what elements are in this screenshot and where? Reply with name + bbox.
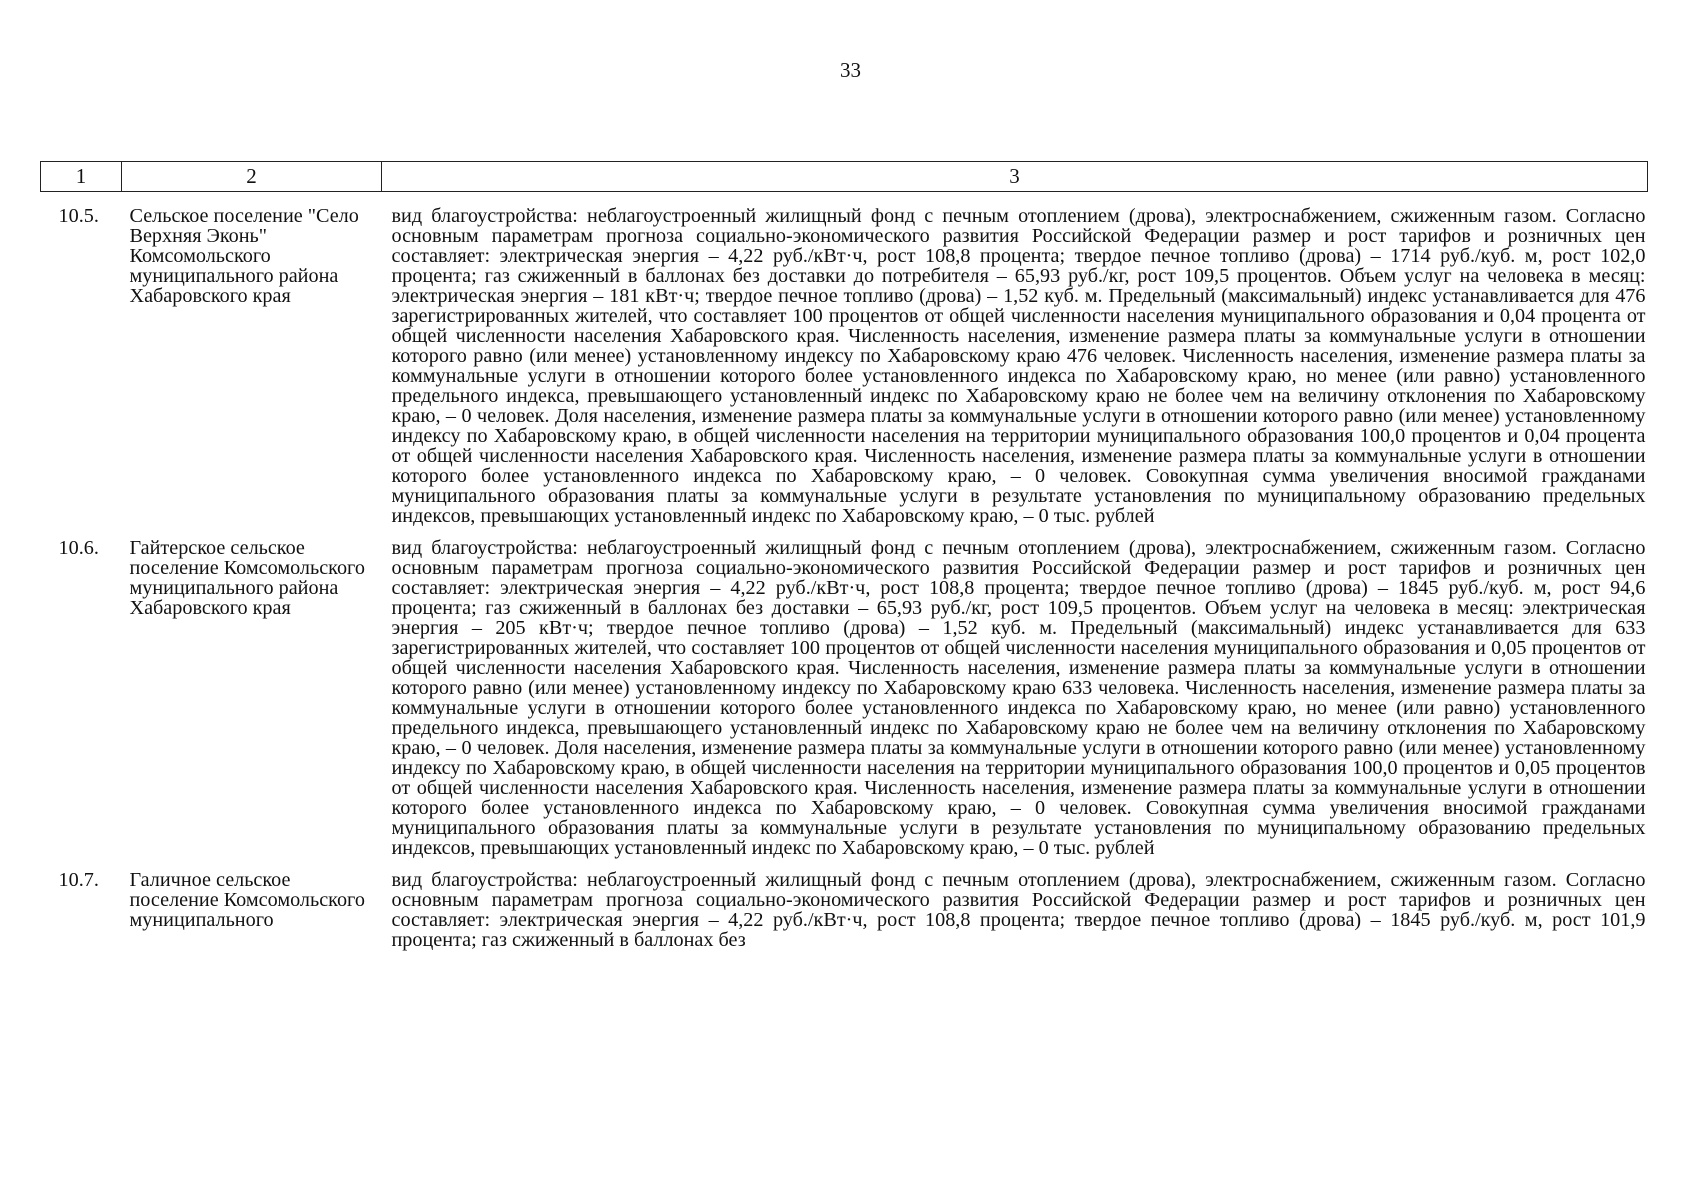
table-row xyxy=(41,858,1648,950)
page-number: 33 xyxy=(840,58,861,82)
settlement-description: вид благоустройства: неблагоустроенный жилищный фонд с печным отоплением (дрова), электроснабжением, сжиженным газом. Согласно основным параметрам прогноза социально-экономического развития Российской Федерации размер и рост тарифов и розничных цен составляет: электрическая энергия – 4,22 руб./кВт·ч, рост 108,8 процента; твердое печное топливо (дрова) – 1845 руб./куб. м, рост 94,6 процента; газ сжиженный в баллонах без доставки – 65,93 руб./кг, рост 109,5 процентов. Объем услуг на человека в месяц: электрическая энергия – 205 кВт·ч; твердое печное топливо (дрова) – 1,52 куб. м. Предельный (максимальный) индекс устанавливается для 633 зарегистрированных жителей, что составляет 100 процентов от общей численности населения муниципального образования и 0,05 процентов от общей численности населения Хабаровского края. Численность населения, изменение размера платы за коммунальные услуги в отношении которого равно (или менее) установленному индексу по Хабаровскому краю 633 человека. Численность населения, изменение размера платы за коммунальные услуги в отношении которого более установленного индекса по Хабаровскому краю, но менее (или равно) установленного предельного индекса, превышающего установленный индекс по Хабаровскому краю не более чем на величину отклонения по Хабаровскому краю, – 0 человек. Доля населения, изменение размера платы за коммунальные услуги в отношении которого равно (или менее) установленному индексу по Хабаровскому краю, в общей численности населения на территории муниципального образования 100,0 процентов и 0,05 процентов от общей численности населения Хабаровского края. Численность населения, изменение размера платы за коммунальные услуги в отношении которого более установленного индекса по Хабаровскому краю, – 0 человек. Совокупная сумма увеличения вносимой гражданами муниципального образования платы за коммунальные услуги в результате установления по муниципальному образованию предельных индексов, превышающих установленный индекс по Хабаровскому краю, – 0 тыс. рублей xyxy=(391,537,1646,859)
column-number-1: 1 xyxy=(41,162,122,192)
row-number: 10.6. xyxy=(58,537,99,559)
settlement-name: Гайтерское сельское поселение Комсомольского муниципального района Хабаровского края xyxy=(129,537,365,619)
settlement-description: вид благоустройства: неблагоустроенный жилищный фонд с печным отоплением (дрова), электроснабжением, сжиженным газом. Согласно основным параметрам прогноза социально-экономического развития Российской Федерации размер и рост тарифов и розничных цен составляет: электрическая энергия – 4,22 руб./кВт·ч, рост 108,8 процента; твердое печное топливо (дрова) – 1845 руб./куб. м, рост 101,9 процента; газ сжиженный в баллонах без xyxy=(391,869,1646,951)
table-row xyxy=(41,526,1648,858)
table-row xyxy=(41,192,1648,527)
row-number: 10.7. xyxy=(58,869,99,891)
column-number-header-row xyxy=(41,162,1648,192)
settlement-description: вид благоустройства: неблагоустроенный жилищный фонд с печным отоплением (дрова), электроснабжением, сжиженным газом. Согласно основным параметрам прогноза социально-экономического развития Российской Федерации размер и рост тарифов и розничных цен составляет: электрическая энергия – 4,22 руб./кВт·ч, рост 108,8 процента; твердое печное топливо (дрова) – 1714 руб./куб. м, рост 102,0 процента; газ сжиженный в баллонах без доставки до потребителя – 65,93 руб./кг, рост 109,5 процентов. Объем услуг на человека в месяц: электрическая энергия – 181 кВт·ч; твердое печное топливо (дрова) – 1,52 куб. м. Предельный (максимальный) индекс устанавливается для 476 зарегистрированных жителей, что составляет 100 процентов от общей численности населения муниципального образования и 0,04 процента от общей численности населения Хабаровского края. Численность населения, изменение размера платы за коммунальные услуги в отношении которого равно (или менее) установленному индексу по Хабаровскому краю 476 человек. Численность населения, изменение размера платы за коммунальные услуги в отношении которого более установленного индекса по Хабаровскому краю, но менее (или равно) установленного предельного индекса, превышающего установленный индекс по Хабаровскому краю не более чем на величину отклонения по Хабаровскому краю, – 0 человек. Доля населения, изменение размера платы за коммунальные услуги в отношении которого равно (или менее) установленному индексу по Хабаровскому краю, в общей численности населения на территории муниципального образования 100,0 процентов и 0,04 процента от общей численности населения Хабаровского края. Численность населения, изменение размера платы за коммунальные услуги в отношении которого более установленного индекса по Хабаровскому краю, – 0 человек. Совокупная сумма увеличения вносимой гражданами муниципального образования платы за коммунальные услуги в результате установления по муниципальному образованию предельных индексов, превышающих установленный индекс по Хабаровскому краю, – 0 тыс. рублей xyxy=(391,205,1646,527)
settlements-table xyxy=(40,161,1648,950)
row-number: 10.5. xyxy=(58,205,99,227)
settlement-name: Сельское поселение "Село Верхняя Эконь" Комсомольского муниципального района Хабаровского края xyxy=(129,205,359,307)
column-number-2: 2 xyxy=(122,162,382,192)
column-number-3: 3 xyxy=(382,162,1648,192)
settlement-name: Галичное сельское поселение Комсомольского муниципального xyxy=(129,869,365,931)
